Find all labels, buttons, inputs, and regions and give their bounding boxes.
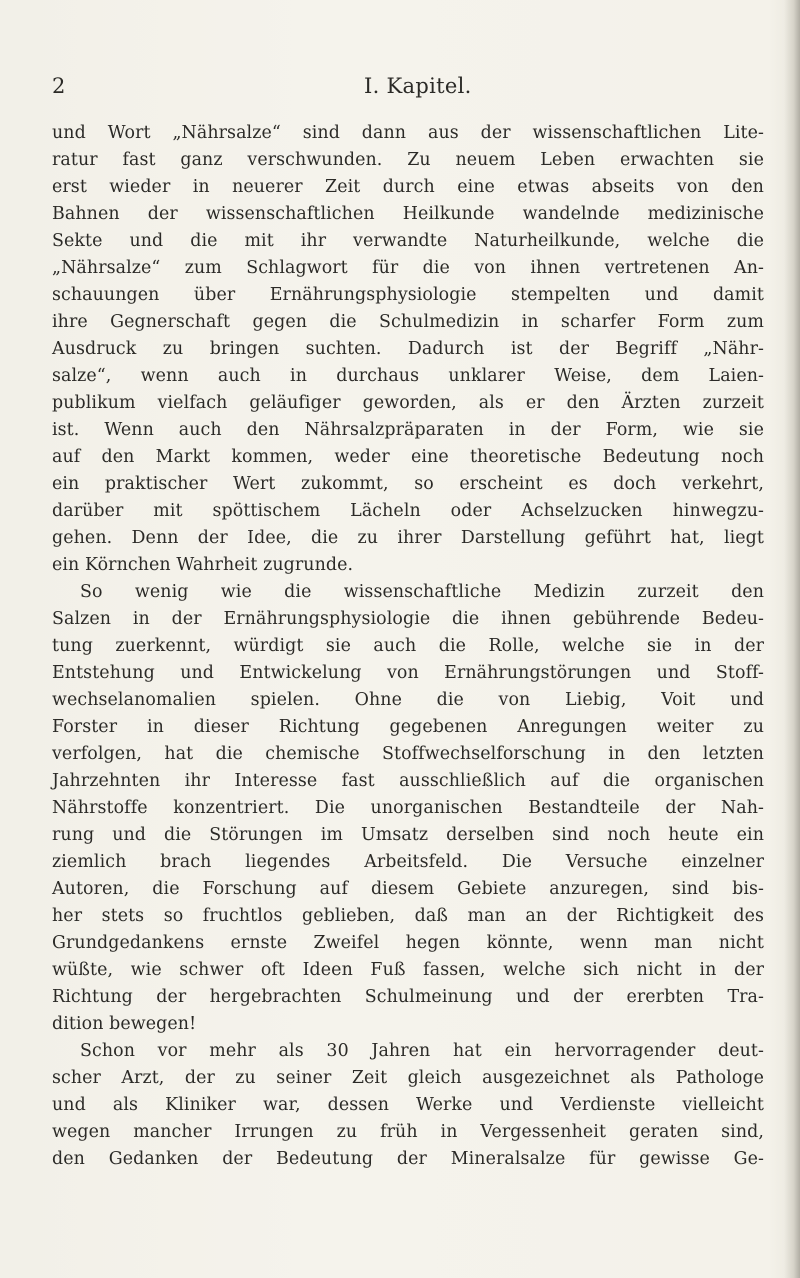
text-line: und als Kliniker war, dessen Werke und Verdienste vielleicht [52, 1095, 764, 1115]
text-line: Ausdruck zu bringen suchten. Dadurch ist der Begriff „Nähr- [52, 339, 764, 359]
text-line: Richtung der hergebrachten Schulmeinung und der ererbten Tra- [52, 987, 764, 1007]
page-number: 2 [52, 74, 66, 98]
text-line: Grundgedankens ernste Zweifel hegen könnte, wenn man nicht [52, 933, 764, 953]
page-header [0, 74, 800, 104]
text-line: Salzen in der Ernährungsphysiologie die ihnen gebührende Bedeu- [52, 609, 764, 629]
text-line: ein Körnchen Wahrheit zugrunde. [52, 555, 354, 575]
text-line: schauungen über Ernährungsphysiologie stempelten und damit [52, 285, 764, 305]
text-line: scher Arzt, der zu seiner Zeit gleich ausgezeichnet als Pathologe [52, 1068, 764, 1088]
text-line: So wenig wie die wissenschaftliche Medizin zurzeit den [80, 582, 764, 602]
text-line: rung und die Störungen im Umsatz derselben sind noch heute ein [52, 825, 764, 845]
text-line: „Nährsalze“ zum Schlagwort für die von ihnen vertretenen An- [52, 258, 764, 278]
text-line: tung zuerkennt, würdigt sie auch die Rolle, welche sie in der [52, 636, 764, 656]
text-line: Entstehung und Entwickelung von Ernährungstörungen und Stoff- [52, 663, 764, 683]
text-line: darüber mit spöttischem Lächeln oder Achselzucken hinwegzu- [52, 501, 764, 521]
text-line: den Gedanken der Bedeutung der Mineralsalze für gewisse Ge- [52, 1149, 764, 1169]
text-line: ein praktischer Wert zukommt, so erscheint es doch verkehrt, [52, 474, 764, 494]
text-line: Bahnen der wissenschaftlichen Heilkunde wandelnde medizinische [52, 204, 764, 224]
running-head: I. Kapitel. [364, 74, 472, 98]
text-line: Forster in dieser Richtung gegebenen Anregungen weiter zu [52, 717, 764, 737]
text-line: Schon vor mehr als 30 Jahren hat ein hervorragender deut- [80, 1041, 764, 1061]
text-line: verfolgen, hat die chemische Stoffwechselforschung in den letzten [52, 744, 764, 764]
text-line: Sekte und die mit ihr verwandte Naturheilkunde, welche die [52, 231, 764, 251]
body-text [52, 120, 764, 1173]
text-line: dition bewegen! [52, 1014, 197, 1034]
page-edge-shadow [784, 0, 800, 1278]
text-line: ist. Wenn auch den Nährsalzpräparaten in der Form, wie sie [52, 420, 764, 440]
text-line: gehen. Denn der Idee, die zu ihrer Darstellung geführt hat, liegt [52, 528, 764, 548]
text-line: ratur fast ganz verschwunden. Zu neuem Leben erwachten sie [52, 150, 764, 170]
text-line: salze“, wenn auch in durchaus unklarer Weise, dem Laien- [52, 366, 764, 386]
text-line: Jahrzehnten ihr Interesse fast ausschließlich auf die organischen [52, 771, 764, 791]
text-line: auf den Markt kommen, weder eine theoretische Bedeutung noch [52, 447, 764, 467]
text-line: Autoren, die Forschung auf diesem Gebiete anzuregen, sind bis- [52, 879, 764, 899]
text-line: und Wort „Nährsalze“ sind dann aus der wissenschaftlichen Lite- [52, 123, 764, 143]
text-line: ziemlich brach liegendes Arbeitsfeld. Die Versuche einzelner [52, 852, 764, 872]
text-line: erst wieder in neuerer Zeit durch eine etwas abseits von den [52, 177, 764, 197]
text-line: publikum vielfach geläufiger geworden, als er den Ärzten zurzeit [52, 393, 764, 413]
text-line: Nährstoffe konzentriert. Die unorganischen Bestandteile der Nah- [52, 798, 764, 818]
text-line: wegen mancher Irrungen zu früh in Vergessenheit geraten sind, [52, 1122, 764, 1142]
text-line: wüßte, wie schwer oft Ideen Fuß fassen, welche sich nicht in der [52, 960, 764, 980]
text-line: wechselanomalien spielen. Ohne die von Liebig, Voit und [52, 690, 764, 710]
text-line: ihre Gegnerschaft gegen die Schulmedizin in scharfer Form zum [52, 312, 764, 332]
text-line: her stets so fruchtlos geblieben, daß man an der Richtigkeit des [52, 906, 764, 926]
